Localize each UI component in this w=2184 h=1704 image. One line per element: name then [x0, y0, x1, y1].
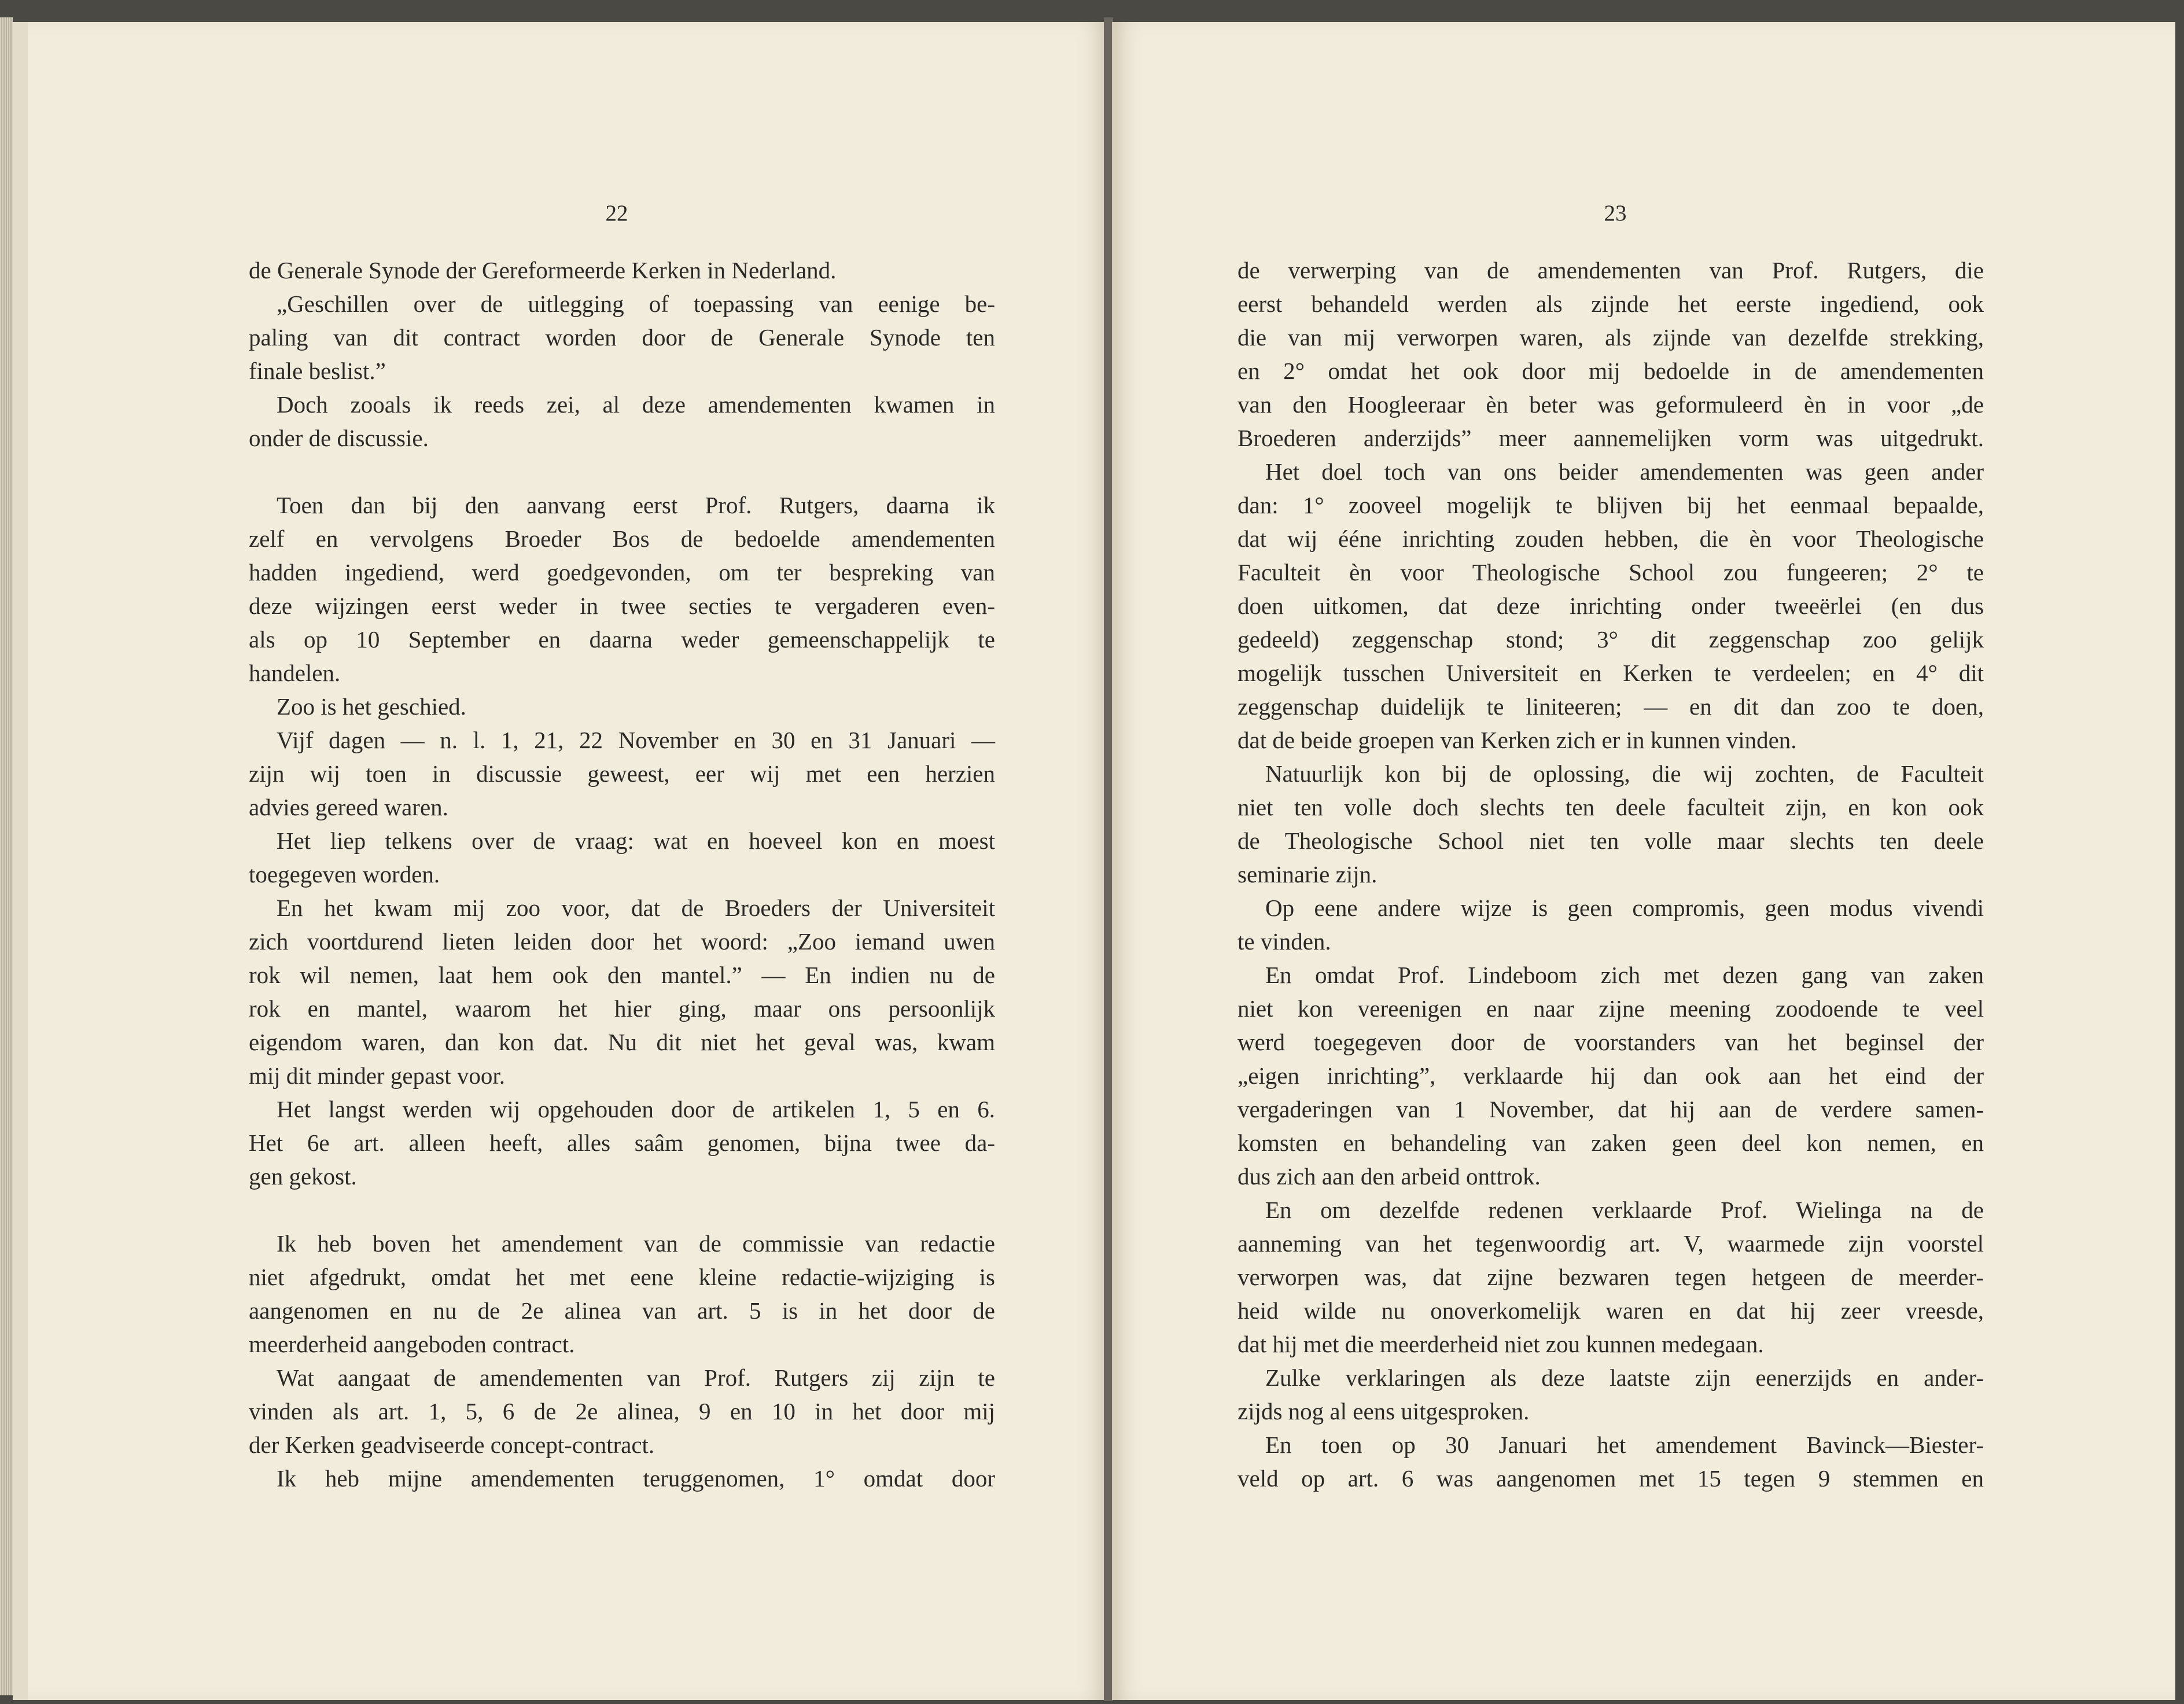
page-stack-edge — [0, 17, 13, 1695]
text-line: zelf en vervolgens Broeder Bos de bedoelde amendementen — [249, 525, 995, 552]
text-line: als op 10 September en daarna weder gemeenschappelijk te — [249, 626, 995, 653]
text-line: dat wij ééne inrichting zouden hebben, die èn voor Theologische — [1238, 525, 1984, 552]
text-line: werd toegegeven door de voorstanders van het beginsel der — [1238, 1029, 1984, 1055]
text-line: doen uitkomen, dat deze inrichting onder tweeërlei (en dus — [1238, 592, 1984, 619]
text-line: toegegeven worden. — [249, 861, 440, 888]
text-line: onder de discussie. — [249, 425, 429, 451]
right-page — [1112, 22, 2175, 1700]
text-line: Faculteit èn voor Theologische School zou fungeeren; 2° te — [1238, 559, 1984, 586]
text-line: vergaderingen van 1 November, dat hij aan de verdere samen- — [1238, 1096, 1984, 1122]
text-line: Vijf dagen — n. l. 1, 21, 22 November en 30 en 31 Januari — — [277, 727, 995, 753]
text-line: Het liep telkens over de vraag: wat en hoeveel kon en moest — [277, 827, 995, 854]
text-line: mogelijk tusschen Universiteit en Kerken te verdeelen; en 4° dit — [1238, 660, 1984, 686]
text-line: dat hij met die meerderheid niet zou kunnen medegaan. — [1238, 1331, 1764, 1357]
text-line: finale beslist.” — [249, 358, 386, 384]
text-line: rok en mantel, waarom het hier ging, maar ons persoonlijk — [249, 995, 995, 1022]
text-line: Doch zooals ik reeds zei, al deze amendementen kwamen in — [277, 391, 995, 418]
text-line: advies gereed waren. — [249, 794, 448, 820]
text-line: seminarie zijn. — [1238, 861, 1378, 888]
text-line: Het doel toch van ons beider amendementen was geen ander — [1265, 458, 1984, 485]
text-line: die van mij verworpen waren, als zijnde van dezelfde strekking, — [1238, 324, 1984, 351]
text-line: dus zich aan den arbeid onttrok. — [1238, 1163, 1541, 1190]
page-number: 23 — [1604, 201, 1627, 226]
text-line: der Kerken geadviseerde concept-contract. — [249, 1431, 655, 1458]
text-line: Ik heb mijne amendementen teruggenomen, 1° omdat door — [277, 1465, 995, 1492]
text-line: de Theologische School niet ten volle maar slechts ten deele — [1238, 827, 1984, 854]
text-line: gen gekost. — [249, 1163, 357, 1190]
text-line: En omdat Prof. Lindeboom zich met dezen gang van zaken — [1265, 962, 1984, 988]
text-line: En toen op 30 Januari het amendement Bavinck—Biester- — [1265, 1431, 1984, 1458]
text-line: komsten en behandeling van zaken geen deel kon nemen, en — [1238, 1129, 1984, 1156]
text-line: niet ten volle doch slechts ten deele faculteit zijn, en kon ook — [1238, 794, 1984, 820]
text-line: zeggenschap duidelijk te liniteeren; — en dit dan zoo te doen, — [1238, 693, 1984, 720]
text-line: Het langst werden wij opgehouden door de artikelen 1, 5 en 6. — [277, 1096, 995, 1122]
text-line: deze wijzingen eerst weder in twee secties te vergaderen even- — [249, 592, 995, 619]
text-line: Toen dan bij den aanvang eerst Prof. Rutgers, daarna ik — [277, 492, 995, 518]
text-line: „Geschillen over de uitlegging of toepassing van eenige be- — [277, 290, 995, 317]
text-line: Broederen anderzijds” meer aannemelijken vorm was uitgedrukt. — [1238, 425, 1984, 451]
text-line: niet kon vereenigen en naar zijne meening zoodoende te veel — [1238, 995, 1984, 1022]
text-line: Het 6e art. alleen heeft, alles saâm genomen, bijna twee da- — [249, 1129, 995, 1156]
text-line: Wat aangaat de amendementen van Prof. Rutgers zij zijn te — [277, 1364, 995, 1391]
text-line: en 2° omdat het ook door mij bedoelde in de amendementen — [1238, 358, 1984, 384]
left-page — [13, 22, 1107, 1700]
text-line: dat de beide groepen van Kerken zich er in kunnen vinden. — [1238, 727, 1797, 753]
text-line: verworpen was, dat zijne bezwaren tegen hetgeen de meerder- — [1238, 1264, 1984, 1290]
text-line: aangenomen en nu de 2e alinea van art. 5 is in het door de — [249, 1297, 995, 1324]
text-line: Op eene andere wijze is geen compromis, geen modus vivendi — [1265, 895, 1984, 921]
text-line: eerst behandeld werden als zijnde het eerste ingediend, ook — [1238, 290, 1984, 317]
text-line: rok wil nemen, laat hem ook den mantel.” — En indien nu de — [249, 962, 995, 988]
text-line: veld op art. 6 was aangenomen met 15 tegen 9 stemmen en — [1238, 1465, 1984, 1492]
text-line: zijds nog al eens uitgesproken. — [1238, 1398, 1530, 1425]
text-line: eigendom waren, dan kon dat. Nu dit niet het geval was, kwam — [249, 1029, 995, 1055]
text-line: Zoo is het geschied. — [277, 693, 466, 720]
text-line: aanneming van het tegenwoordig art. V, waarmede zijn voorstel — [1238, 1230, 1984, 1257]
text-line: Natuurlijk kon bij de oplossing, die wij zochten, de Faculteit — [1265, 760, 1984, 787]
text-line: zich voortdurend lieten leiden door het woord: „Zoo iemand uwen — [249, 928, 995, 955]
text-line: En het kwam mij zoo voor, dat de Broeders der Universiteit — [277, 895, 995, 921]
page-body-text — [1238, 253, 1984, 1495]
text-line: gedeeld) zeggenschap stond; 3° dit zeggenschap zoo gelijk — [1238, 626, 1984, 653]
text-line: niet afgedrukt, omdat het met eene kleine redactie-wijziging is — [249, 1264, 995, 1290]
text-line: zijn wij toen in discussie geweest, eer wij met een herzien — [249, 760, 995, 787]
text-line: dan: 1° zooveel mogelijk te blijven bij het eenmaal bepaalde, — [1238, 492, 1984, 518]
text-line: de Generale Synode der Gereformeerde Kerken in Nederland. — [249, 257, 837, 284]
text-line: van den Hoogleeraar èn beter was geformuleerd èn in voor „de — [1238, 391, 1984, 418]
text-line: „eigen inrichting”, verklaarde hij dan ook aan het eind der — [1238, 1062, 1984, 1089]
text-line: handelen. — [249, 660, 341, 686]
text-line: mij dit minder gepast voor. — [249, 1062, 505, 1089]
text-line: heid wilde nu onoverkomelijk waren en dat hij zeer vreesde, — [1238, 1297, 1984, 1324]
text-line: vinden als art. 1, 5, 6 de 2e alinea, 9 en 10 in het door mij — [249, 1398, 995, 1425]
text-line: meerderheid aangeboden contract. — [249, 1331, 575, 1357]
text-line: de verwerping van de amendementen van Prof. Rutgers, die — [1238, 257, 1984, 284]
text-line: En om dezelfde redenen verklaarde Prof. Wielinga na de — [1265, 1197, 1984, 1223]
page-body-text — [249, 253, 995, 1495]
page-number: 22 — [605, 201, 628, 226]
text-line: Zulke verklaringen als deze laatste zijn eenerzijds en ander- — [1265, 1364, 1984, 1391]
text-line: hadden ingediend, werd goedgevonden, om ter bespreking van — [249, 559, 995, 586]
text-line: te vinden. — [1238, 928, 1331, 955]
text-line: Ik heb boven het amendement van de commissie van redactie — [277, 1230, 995, 1257]
text-line: paling van dit contract worden door de Generale Synode ten — [249, 324, 995, 351]
